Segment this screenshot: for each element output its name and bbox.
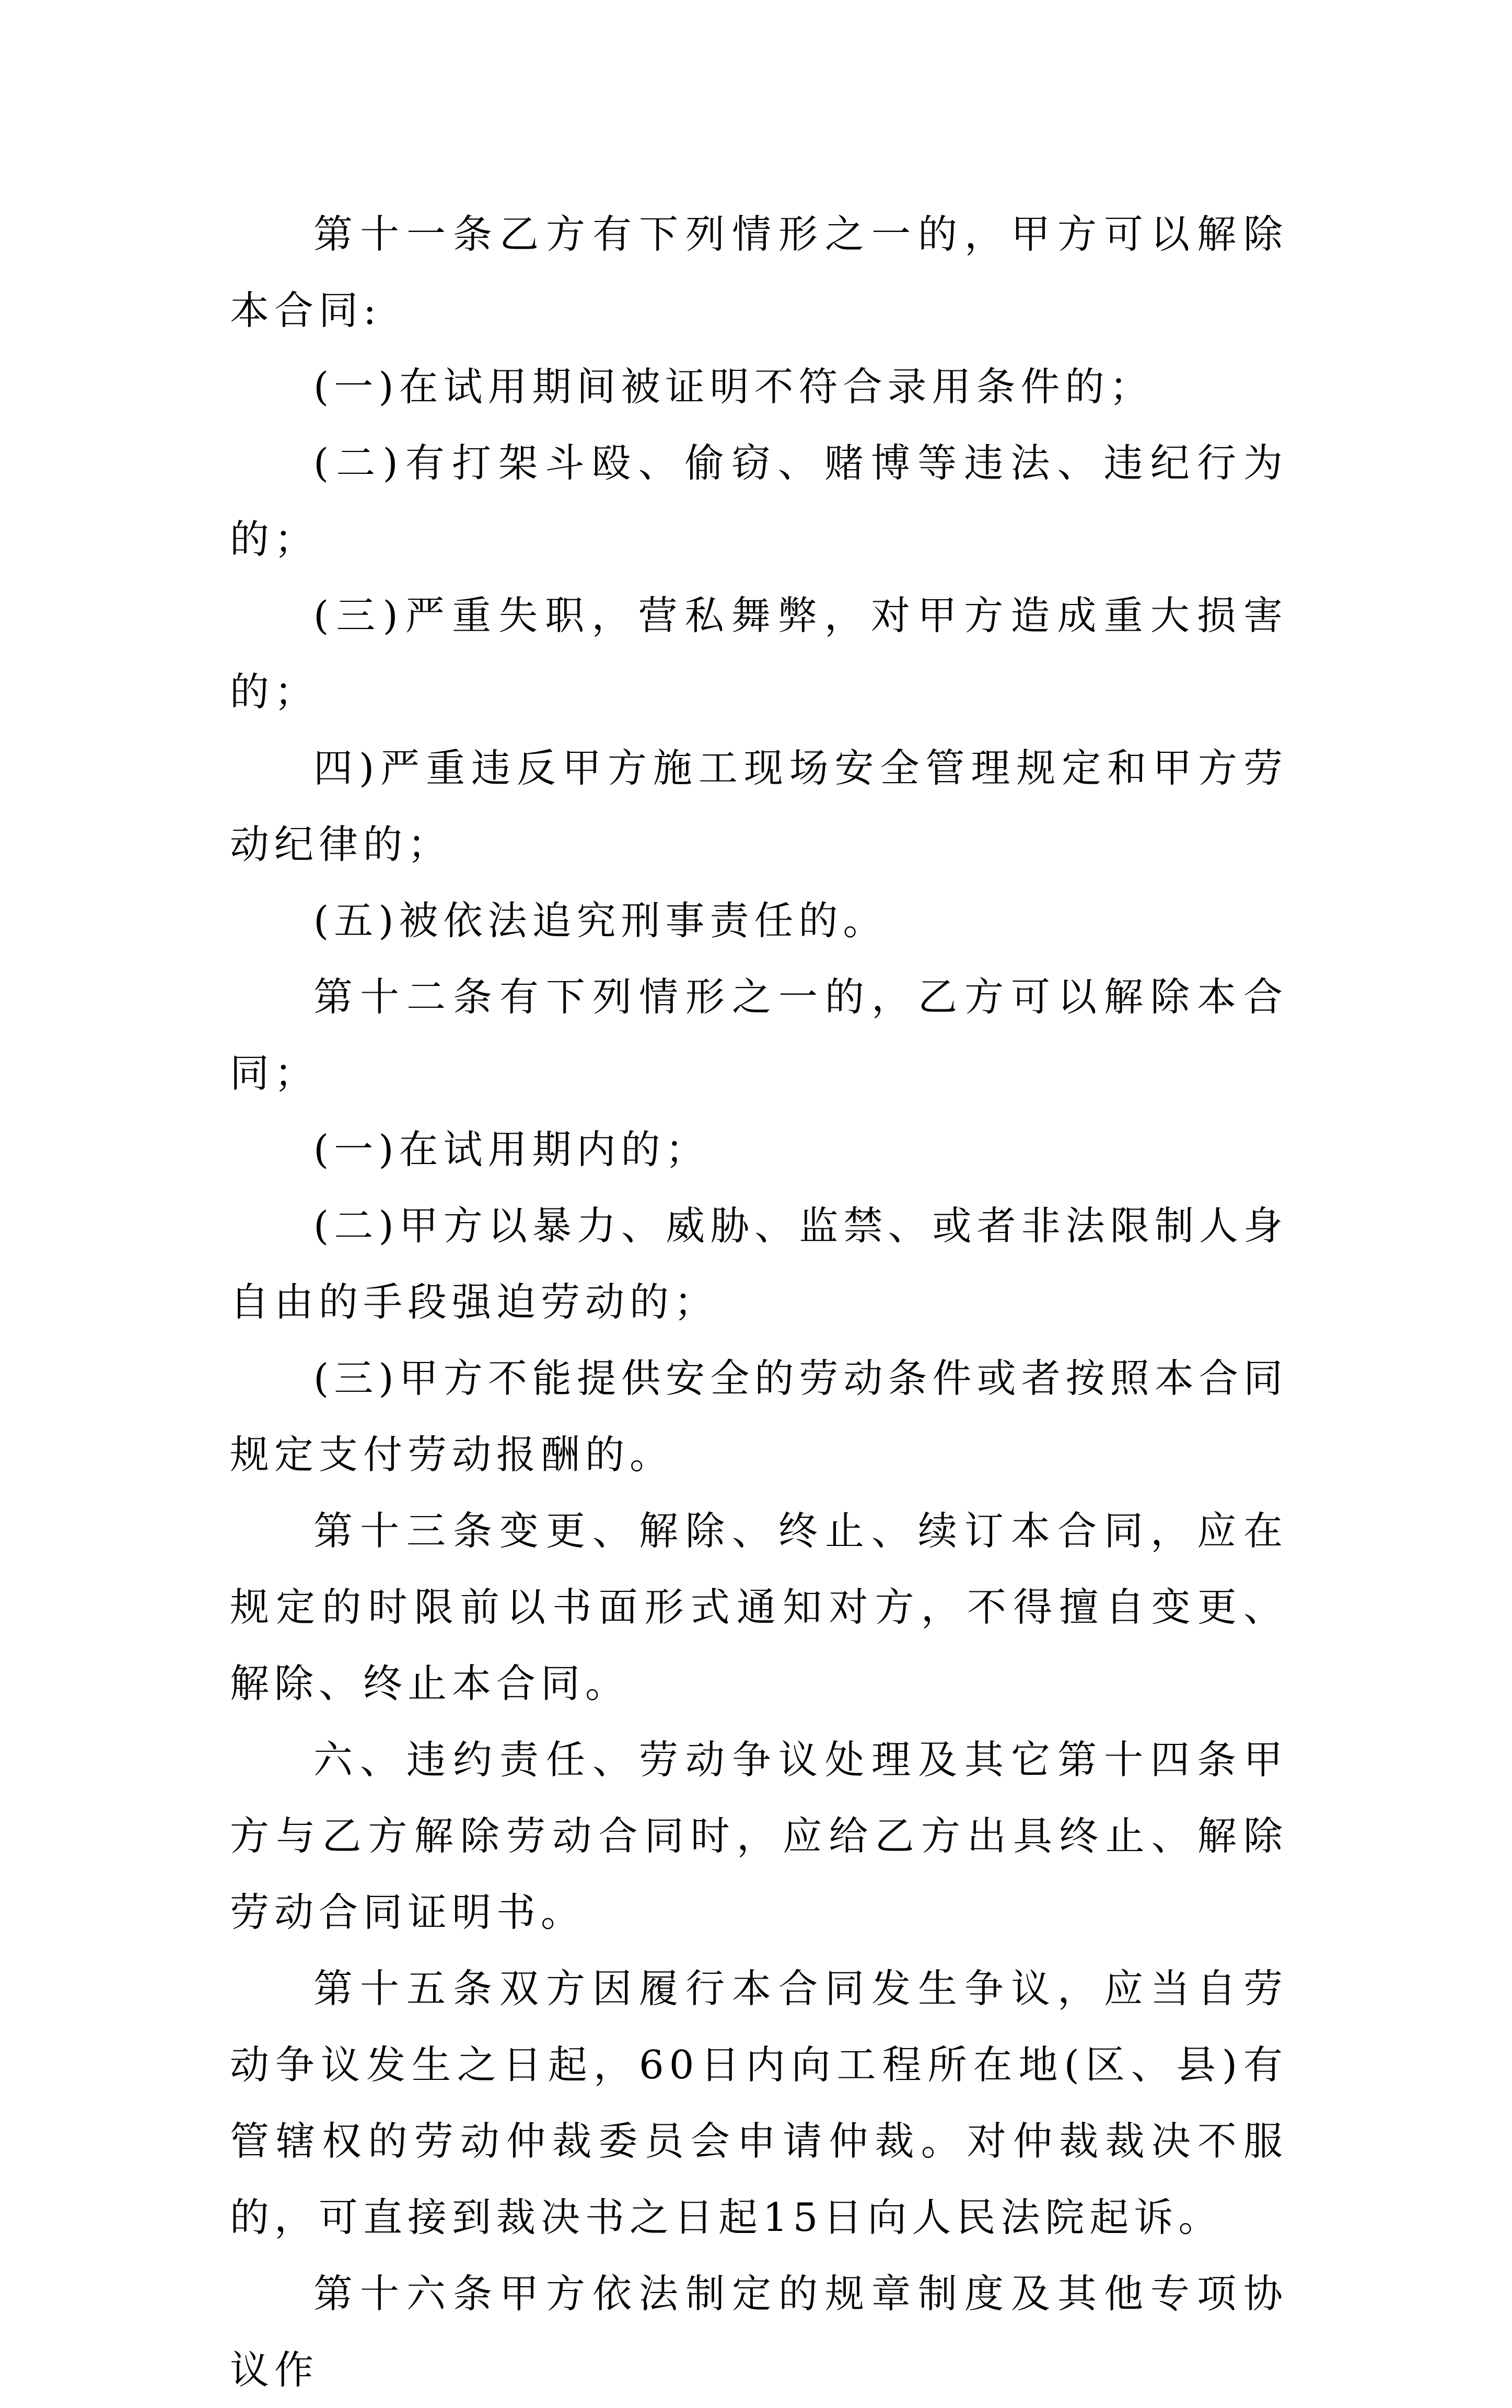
paragraph-item-2b: (二)甲方以暴力、威胁、监禁、或者非法限制人身自由的手段强迫劳动的； <box>230 1203 1288 1325</box>
paragraph-item-1b: (一)在试用期内的； <box>313 1126 710 1172</box>
paragraph-item-1: (一)在试用期间被证明不符合录用条件的； <box>313 364 1154 410</box>
paragraph-item-5: (五)被依法追究刑事责任的。 <box>313 898 888 944</box>
paragraph-article-13: 第十三条变更、解除、终止、续订本合同，应在规定的时限前以书面形式通知对方，不得擅自变更、解除、终止本合同。 <box>230 1508 1288 1706</box>
paragraph-article-16: 第十六条甲方依法制定的规章制度及其他专项协议作 <box>230 2271 1288 2393</box>
paragraph-item-3: (三)严重失职，营私舞弊，对甲方造成重大损害的； <box>230 592 1288 715</box>
paragraph-item-3b: (三)甲方不能提供安全的劳动条件或者按照本合同规定支付劳动报酬的。 <box>230 1355 1288 1478</box>
document-body <box>230 196 1288 2408</box>
paragraph-item-4: 四)严重违反甲方施工现场安全管理规定和甲方劳动纪律的； <box>230 745 1288 867</box>
paragraph-article-11: 第十一条乙方有下列情形之一的，甲方可以解除本合同: <box>230 211 1288 333</box>
paragraph-item-2: (二)有打架斗殴、偷窃、赌博等违法、违纪行为的； <box>230 440 1288 562</box>
paragraph-article-12: 第十二条有下列情形之一的，乙方可以解除本合同； <box>230 974 1288 1096</box>
paragraph-section-6-article-14: 六、违约责任、劳动争议处理及其它第十四条甲方与乙方解除劳动合同时，应给乙方出具终止、解除劳动合同证明书。 <box>230 1737 1288 1935</box>
paragraph-article-15: 第十五条双方因履行本合同发生争议，应当自劳动争议发生之日起，60日内向工程所在地(区、县)有管辖权的劳动仲裁委员会申请仲裁。对仲裁裁决不服的，可直接到裁决书之日起15日向人民法院起诉。 <box>230 1965 1288 2240</box>
